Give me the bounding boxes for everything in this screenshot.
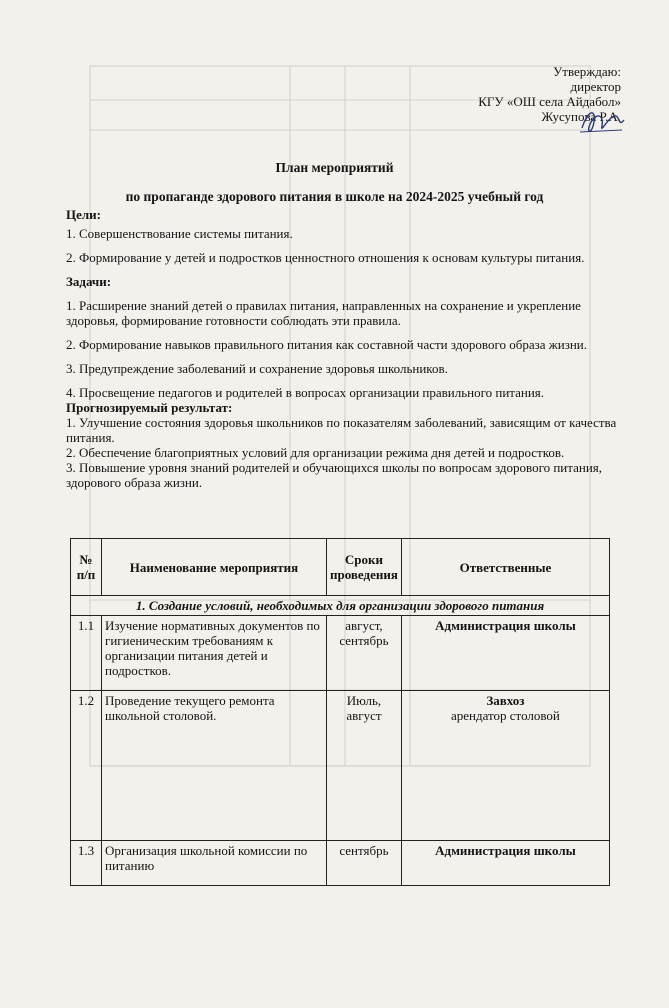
row-responsible: Администрация школы (401, 841, 609, 886)
approval-name: Жусупова Р.А. (541, 109, 621, 124)
activities-table (70, 538, 610, 886)
row-responsible: Администрация школы (401, 616, 609, 691)
results-heading: Прогнозируемый результат: (66, 400, 233, 415)
result-item: 3. Повышение уровня знаний родителей и обучающихся школы по вопросам здорового питания, здорового образа жизни. (66, 460, 603, 490)
result-item: 2. Обеспечение благоприятных условий для организации режима дня детей и подростков. (66, 445, 565, 460)
document-body (66, 207, 626, 490)
section-title: 1. Создание условий, необходимых для организации здорового питания (71, 596, 610, 616)
goal-item: 1. Совершенствование системы питания. (66, 226, 293, 241)
goals-heading: Цели: (66, 207, 101, 222)
document-subtitle: по пропаганде здорового питания в школе на 2024-2025 учебный год (125, 189, 544, 204)
table-row (71, 691, 610, 841)
table-row (71, 616, 610, 691)
row-activity: Организация школьной комиссии по питанию (102, 841, 327, 886)
row-term: август, сентябрь (327, 616, 402, 691)
row-term: Июль, август (327, 691, 402, 841)
row-responsible-secondary: арендатор столовой (450, 708, 560, 723)
table-row (71, 841, 610, 886)
row-number: 1.2 (71, 691, 102, 841)
header-responsible: Ответственные (401, 539, 609, 596)
row-term: сентябрь (327, 841, 402, 886)
goal-item: 2. Формирование у детей и подростков ценностного отношения к основам культуры питания. (66, 250, 585, 265)
result-item: 1. Улучшение состояния здоровья школьников по показателям заболеваний, зависящим от качества питания. (66, 415, 617, 445)
row-number: 1.3 (71, 841, 102, 886)
signature-image (578, 104, 628, 140)
table-section-row (71, 596, 610, 616)
task-item: 3. Предупреждение заболеваний и сохранение здоровья школьников. (66, 361, 448, 376)
table-header-row (71, 539, 610, 596)
header-activity-name: Наименование мероприятия (102, 539, 327, 596)
task-item: 4. Просвещение педагогов и родителей в вопросах организации правильного питания. (66, 385, 545, 400)
row-responsible-cell (401, 691, 609, 841)
task-item: 1. Расширение знаний детей о правилах питания, направленных на сохранение и укрепление здоровья, формирование готовности соблюдать эти правила. (66, 298, 581, 328)
approval-position: директор (570, 79, 621, 94)
header-terms: Сроки проведения (327, 539, 402, 596)
task-item: 2. Формирование навыков правильного питания как составной части здорового образа жизни. (66, 337, 587, 352)
row-number: 1.1 (71, 616, 102, 691)
row-activity: Изучение нормативных документов по гигиеническим требованиям к организации питания детей и подростков. (102, 616, 327, 691)
row-responsible: Завхоз (486, 693, 525, 708)
row-activity: Проведение текущего ремонта школьной столовой. (102, 691, 327, 841)
approval-label: Утверждаю: (553, 64, 621, 79)
header-number: № п/п (71, 539, 102, 596)
approval-organization: КГУ «ОШ села Айдабол» (478, 94, 621, 109)
tasks-heading: Задачи: (66, 274, 112, 289)
document-title: План мероприятий (275, 160, 394, 175)
